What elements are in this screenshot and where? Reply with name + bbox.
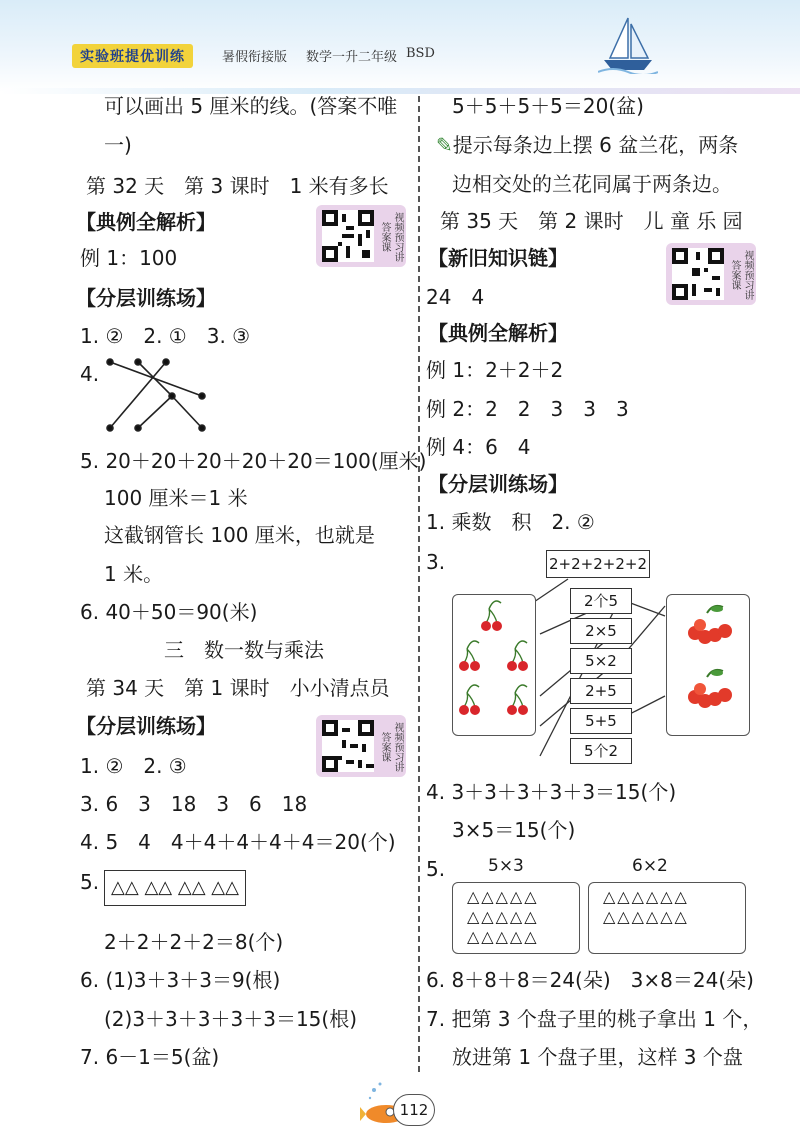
answer-line: 可以画出 5 厘米的线。(答案不唯 <box>104 94 398 118</box>
publisher-label: BSD <box>406 46 435 61</box>
cherry-box-left <box>452 594 536 736</box>
section-heading: 【典例全解析】 <box>76 210 216 234</box>
hint-icon: ✎ <box>436 133 453 157</box>
qr-pattern <box>672 248 724 300</box>
qr-code[interactable] <box>316 205 406 267</box>
triangle-groups: △△ △△ △△ △△ <box>111 877 239 898</box>
section-heading: 【分层训练场】 <box>428 472 568 496</box>
answer-line: 100 厘米＝1 米 <box>104 486 248 510</box>
section-heading: 【典例全解析】 <box>428 321 568 345</box>
answer-line: 3. 6 3 18 3 6 18 <box>80 792 308 816</box>
group-label: 5×3 <box>488 856 524 876</box>
example-answer: 例 2：2 2 3 3 3 <box>426 397 629 421</box>
answer-line: 5. 20＋20＋20＋20＋20＝100(厘米) <box>80 449 427 473</box>
hint-line: 边相交处的兰花同属于两条边。 <box>452 172 732 196</box>
triangle-row: △△△△△ <box>467 887 539 906</box>
lesson-title: 第 35 天 第 2 课时 儿 童 乐 园 <box>440 209 743 233</box>
match-box: 2个5 <box>570 588 632 614</box>
answer-line: 4. 3＋3＋3＋3＋3＝15(个) <box>426 780 677 804</box>
answer-line: 24 4 <box>426 285 485 309</box>
match-box: 2+5 <box>570 678 632 704</box>
qr-pattern <box>322 210 374 262</box>
question-number: 3. <box>426 550 446 574</box>
qr-label: 视频预习讲答案课 <box>379 212 403 262</box>
column-divider <box>418 96 420 1072</box>
answer-line: 7. 6－1＝5(盆) <box>80 1045 220 1069</box>
answer-line: 1 米。 <box>104 562 164 586</box>
qr-code[interactable] <box>666 243 756 305</box>
subject-label: 数学一升二年级 <box>306 50 398 65</box>
section-heading: 【新旧知识链】 <box>428 246 568 270</box>
answer-line: 1. ② 2. ③ <box>80 754 187 778</box>
answer-line: (2)3＋3＋3＋3＋3＝15(根) <box>104 1007 358 1031</box>
group-label: 6×2 <box>632 856 668 876</box>
section-heading: 【分层训练场】 <box>76 714 216 738</box>
match-box: 5+5 <box>570 708 632 734</box>
qr-label: 视频预习讲答案课 <box>379 722 403 772</box>
lesson-title: 第 32 天 第 3 课时 1 米有多长 <box>86 174 389 198</box>
answer-line: 一) <box>104 133 132 157</box>
answer-line: 1. ② 2. ① 3. ③ <box>80 324 251 348</box>
page-number: 112 <box>393 1094 435 1126</box>
answer-line: 1. 乘数 积 2. ② <box>426 510 595 534</box>
triangle-box-5x3 <box>452 882 580 954</box>
match-box: 5×2 <box>570 648 632 674</box>
answer-line: 3×5＝15(个) <box>452 818 576 842</box>
question-number: 5. <box>426 857 446 881</box>
answer-line: 7. 把第 3 个盘子里的桃子拿出 1 个， <box>426 1007 763 1031</box>
brand-title: 实验班提优训练 <box>72 44 193 68</box>
triangle-row: △△△△△△ <box>603 907 689 926</box>
sailboat-icon <box>598 14 658 74</box>
example-answer: 例 1：2＋2＋2 <box>426 358 564 382</box>
triangle-box-6x2 <box>588 882 746 954</box>
answer-line: 2＋2＋2＋2＝8(个) <box>104 930 284 954</box>
answer-line: 6. 8＋8＋8＝24(朵) 3×8＝24(朵) <box>426 968 754 992</box>
answer-line: 放进第 1 个盘子里，这样 3 个盘 <box>452 1045 743 1069</box>
qr-code[interactable] <box>316 715 406 777</box>
edition-label: 暑假衔接版 <box>222 50 288 65</box>
hint-line <box>436 131 738 159</box>
unit-title: 三 数一数与乘法 <box>164 638 324 662</box>
triangle-grouping-box <box>104 870 246 906</box>
triangle-row: △△△△△△ <box>603 887 689 906</box>
match-top-box: 2+2+2+2+2 <box>546 550 650 578</box>
hint-text: 提示每条边上摆 6 盆兰花，两条 <box>452 133 739 157</box>
cherry-box-right <box>666 594 750 736</box>
match-box: 5个2 <box>570 738 632 764</box>
lesson-title: 第 34 天 第 1 课时 小小清点员 <box>86 676 390 700</box>
answer-line: 4. 5 4 4＋4＋4＋4＋4＝20(个) <box>80 830 396 854</box>
answer-line: 6. 40＋50＝90(米) <box>80 600 258 624</box>
answer-line: 6. (1)3＋3＋3＝9(根) <box>80 968 281 992</box>
triangle-row: △△△△△ <box>467 927 539 946</box>
qr-label: 视频预习讲答案课 <box>729 250 753 300</box>
qr-pattern <box>322 720 374 772</box>
example-answer: 例 4：6 4 <box>426 435 531 459</box>
match-box: 2×5 <box>570 618 632 644</box>
answer-line: 5＋5＋5＋5＝20(盆) <box>452 94 644 118</box>
triangle-row: △△△△△ <box>467 907 539 926</box>
line-drawing-diagram <box>100 356 212 434</box>
answer-line: 这截钢管长 100 厘米，也就是 <box>104 523 375 547</box>
cherry-bunch-icon <box>667 595 749 735</box>
section-heading: 【分层训练场】 <box>76 286 216 310</box>
example-answer: 例 1：100 <box>80 246 178 270</box>
cherry-icon <box>453 595 535 735</box>
question-number: 4. <box>80 362 100 386</box>
question-number: 5. <box>80 870 100 894</box>
